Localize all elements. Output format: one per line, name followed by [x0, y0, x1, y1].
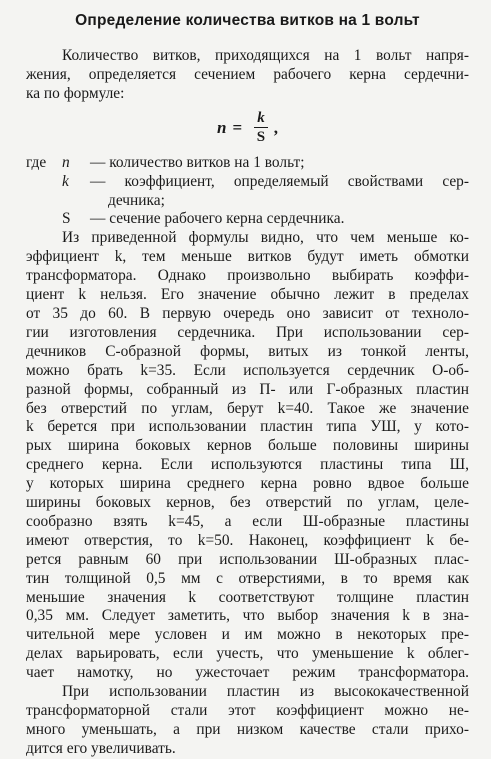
definition-row — [26, 154, 469, 173]
body-line: чает намотку, но ужесточает режим трансформатора. — [26, 664, 469, 682]
body-line: тин толщиной 0,5 мм с отверстиями, в то время как — [26, 569, 469, 587]
definition-lead — [26, 192, 62, 211]
definition-lead: где — [26, 153, 47, 171]
body-line: трансформатора. Однако произвольно выбирать коэффи- — [26, 267, 469, 285]
body-line: трансформаторной стали этот коэффициент можно не- — [26, 702, 469, 719]
body-line: разной формы, собранный из П- или Г-образных пластин — [26, 380, 469, 398]
body-line: Из приведенной формулы видно, что чем меньше ко- — [62, 229, 469, 247]
body-line: циент k нельзя. Его значение обычно лежит в пределах — [26, 286, 469, 304]
body-line: чительной мере условен и им можно в некоторых пре- — [26, 626, 469, 644]
definition-symbol — [62, 192, 90, 211]
body-line: без отверстий по углам, берут k=40. Такое же значение — [26, 399, 469, 417]
body-line: эффициент k, тем меньше витков будут иметь обмотки — [26, 248, 469, 266]
formula-fraction — [254, 110, 268, 146]
intro-line: ка по формуле: — [26, 84, 125, 102]
body-line: у которых ширина среднего керна ровно вдвое больше — [26, 475, 469, 493]
body-line: меньшие значения k соответствуют толщине пластин — [26, 588, 469, 606]
body-paragraph — [26, 229, 469, 758]
formula — [26, 108, 469, 148]
body-line: среднего керна. Если используются пластины типа Ш, — [26, 456, 469, 474]
definition-row — [26, 192, 469, 211]
body-line: рется равным 60 при использовании Ш-образных плас- — [26, 550, 469, 568]
definition-text: — количество витков на 1 вольт; — [90, 153, 305, 171]
definition-row — [26, 210, 469, 229]
definitions-list — [26, 154, 469, 230]
section-title: Определение количества витков на 1 вольт — [75, 12, 420, 29]
definition-row — [26, 173, 469, 192]
intro-paragraph — [26, 47, 469, 104]
formula-equals: = — [232, 117, 243, 137]
body-line: дечников С-образной формы, витых из тонкой ленты, — [26, 342, 469, 360]
body-line: имеют отверстия, то k=50. Наконец, коэффициент k бе- — [26, 531, 469, 549]
body-line: от 35 до 60. В первую очередь оно зависит от техноло- — [26, 304, 469, 322]
definition-symbol: k — [62, 172, 69, 190]
intro-line: жения, определяется сечением рабочего керна сердечни- — [26, 65, 469, 83]
body-line: много уменьшать, а при низком качестве стали прихо- — [26, 720, 469, 738]
formula-numerator: k — [254, 110, 268, 128]
body-line: можно брать k=35. Если используется сердечник О-об- — [26, 361, 469, 379]
definition-symbol: S — [62, 210, 71, 228]
body-line: 0,35 мм. Следует заметить, что выбор значения k в зна- — [26, 607, 469, 625]
intro-line: Количество витков, приходящихся на 1 вольт напря- — [62, 47, 469, 64]
definition-lead — [26, 210, 62, 229]
body-line: При использовании пластин из высококачественной — [62, 683, 469, 701]
definition-text: — сечение рабочего керна сердечника. — [90, 210, 345, 228]
body-line: k берется при использовании пластин типа УШ, у кото- — [26, 418, 469, 436]
definition-text: — коэффициент, определяемый свойствами сер- — [90, 172, 469, 190]
formula-lhs: n — [217, 117, 227, 137]
body-line: делах варьировать, если учесть, что уменьшение k облег- — [26, 645, 469, 663]
definition-lead — [26, 173, 62, 192]
formula-tail: , — [273, 117, 278, 137]
definition-text: дечника; — [108, 191, 165, 209]
body-line: гии изготовления сердечника. При использовании сер- — [26, 323, 469, 341]
body-line: дится его увеличивать. — [26, 739, 176, 757]
body-line: ширины боковых кернов, без отверстий по углам, целе- — [26, 494, 469, 512]
body-line: рых ширина боковых кернов больше половины ширины — [26, 437, 469, 455]
formula-denominator: S — [256, 128, 266, 145]
definition-symbol: n — [62, 153, 70, 171]
body-line: сообразно взять k=45, а если Ш-образные пластины — [26, 512, 469, 530]
